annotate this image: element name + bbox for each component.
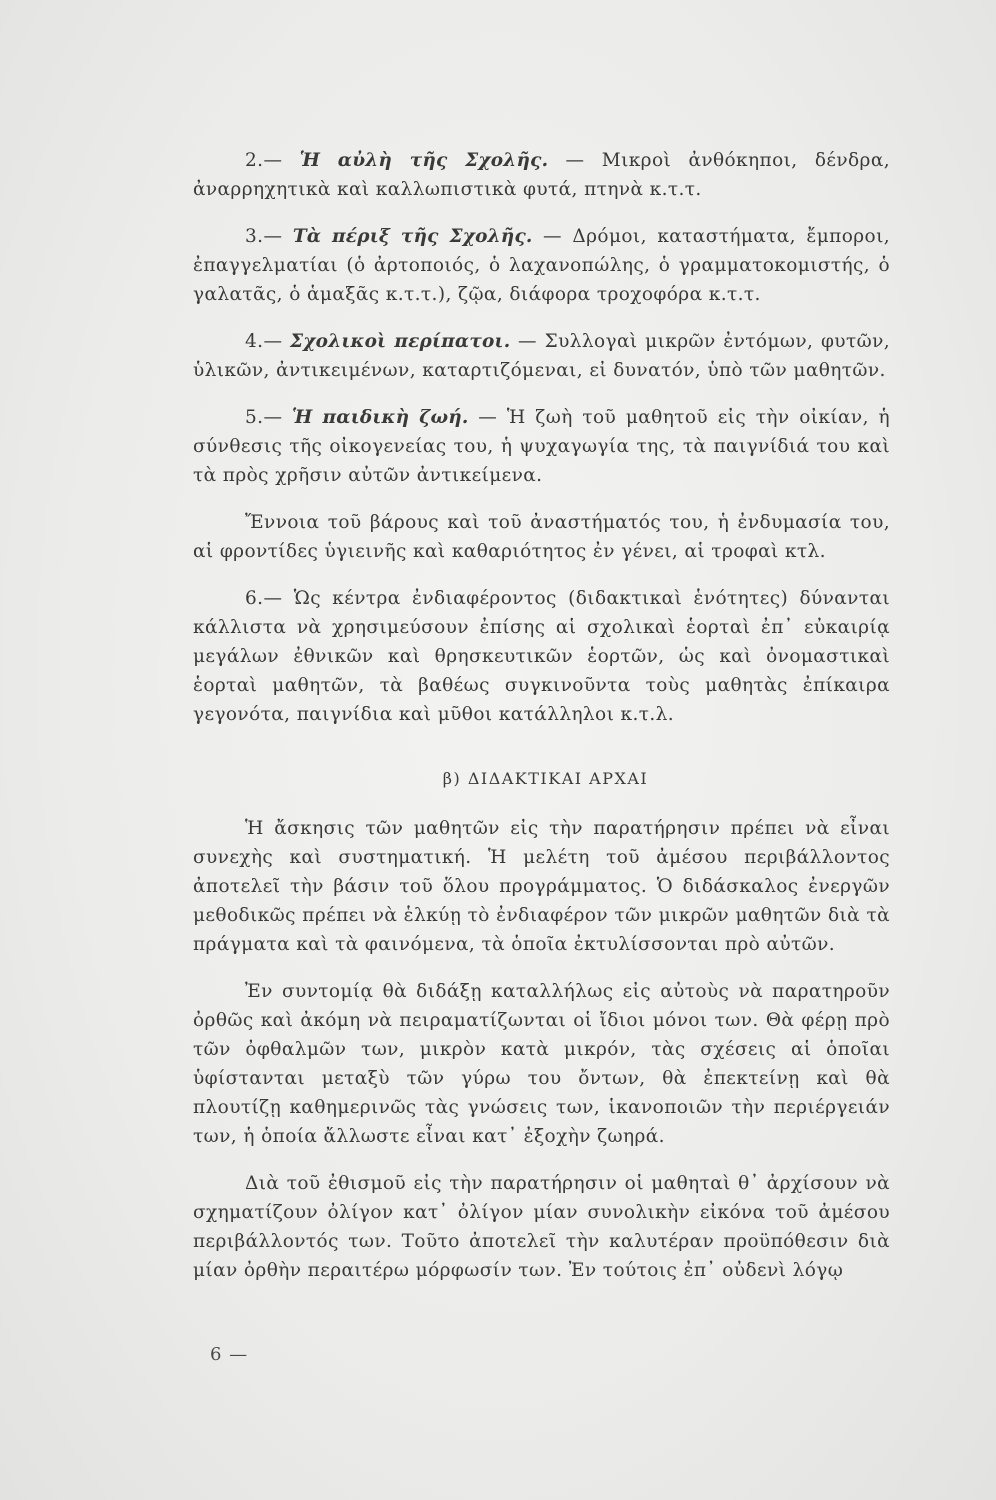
item-number: 5.— [245,407,283,428]
item-title: Ἡ παιδικὴ ζωή. [292,407,469,428]
item-number: 3.— [245,226,283,247]
paragraph-observation: Ἡ ἄσκησις τῶν μαθητῶν εἰς τὴν παρατήρησιν πρέπει νὰ εἶναι συνεχὴς καὶ συστηματική. Ἡ μελέτη τοῦ ἀμέσου περιβάλλοντος ἀποτελεῖ τὴν βάσιν τοῦ ὅλου προγράμματος. Ὁ διδάσκαλος ἐνεργῶν μεθοδικῶς πρέπει νὰ ἑλκύῃ τὸ ἐνδιαφέρον τῶν μικρῶν μαθητῶν διὰ τὰ πράγματα καὶ τὰ φαινόμενα, τὰ ὁποῖα ἐκτυλίσσονται πρὸ αὐτῶν. [193,818,890,955]
item-number: 2.— [245,150,283,171]
paragraph-school-yard [193,146,890,204]
page-number: 6 — [210,1344,249,1365]
item-body: — Δρόμοι, καταστήματα, ἔμποροι, ἐπαγγελματίαι (ὁ ἀρτοποιός, ὁ λαχανοπώλης, ὁ γραμματοκομιστής, ὁ γαλατᾶς, ὁ ἁμαξᾶς κ.τ.τ.), ζῷα, διάφορα τροχοφόρα κ.τ.τ. [193,226,891,305]
paragraph-experiment: Ἐν συντομίᾳ θὰ διδάξῃ καταλλήλως εἰς αὐτοὺς νὰ παρατηροῦν ὀρθῶς καὶ ἀκόμη νὰ πειραματίζωνται οἱ ἴδιοι μόνοι των. Θὰ φέρῃ πρὸ τῶν ὀφθαλμῶν των, μικρὸν κατὰ μικρόν, τὰς σχέσεις αἱ ὁποῖαι ὑφίστανται μεταξὺ τῶν γύρω του ὄντων, θὰ ἐπεκτείνῃ καὶ θὰ πλουτίζῃ καθημερινῶς τὰς γνώσεις των, ἱκανοποιῶν τὴν περιέργειάν των, ἡ ὁποία ἄλλωστε εἶναι κατ᾽ ἐξοχὴν ζωηρά. [193,981,890,1147]
item-body: — Συλλογαὶ μικρῶν ἐντόμων, φυτῶν, ὑλικῶν, ἀντικειμένων, καταρτιζόμεναι, εἰ δυνατόν, ὑπὸ τῶν μαθητῶν. [193,331,890,381]
item-title: Τὰ πέριξ τῆς Σχολῆς. [292,226,533,247]
paragraph-ennoia: Ἔννοια τοῦ βάρους καὶ τοῦ ἀναστήματός του, ἡ ἐνδυμασία του, αἱ φροντίδες ὑγιεινῆς καὶ καθαριότητος ἐν γένει, αἱ τροφαὶ κτλ. [193,512,890,562]
item-number: 4.— [245,331,283,352]
item-number: 6.— [245,588,283,609]
item-body: Ὡς κέντρα ἐνδιαφέροντος (διδακτικαὶ ἑνότητες) δύνανται κάλλιστα νὰ χρησιμεύσουν ἐπίσης αἱ σχολικαὶ ἑορταὶ ἐπ᾽ εὐκαιρίᾳ μεγάλων ἐθνικῶν καὶ θρησκευτικῶν ἑορτῶν, ὡς καὶ ὀνομαστικαὶ ἑορταὶ μαθητῶν, τὰ βαθέως συγκινοῦντα τοὺς μαθητὰς ἐπίκαιρα γεγονότα, παιγνίδια καὶ μῦθοι κατάλληλοι κ.τ.λ. [193,588,891,725]
text-column [193,146,890,1285]
paragraph-school-surroundings [193,222,890,309]
paragraph-habituation: Διὰ τοῦ ἐθισμοῦ εἰς τὴν παρατήρησιν οἱ μαθηταὶ θ᾽ ἀρχίσουν νὰ σχηματίζουν ὀλίγον κατ᾽ ὀλίγον μίαν συνολικὴν εἰκόνα τοῦ ἀμέσου περιβάλλοντός των. Τοῦτο ἀποτελεῖ τὴν καλυτέραν προϋπόθεσιν διὰ μίαν ὀρθὴν περαιτέρω μόρφωσίν των. Ἐν τούτοις ἐπ᾽ οὐδενὶ λόγῳ [193,1173,890,1281]
item-title: Ἡ αὐλὴ τῆς Σχολῆς. [299,150,549,171]
item-body: — Ἡ ζωὴ τοῦ μαθητοῦ εἰς τὴν οἰκίαν, ἡ σύνθεσις τῆς οἰκογενείας του, ἡ ψυχαγωγία της, τὰ παιγνίδιά του καὶ τὰ πρὸς χρῆσιν αὐτῶν ἀντικείμενα. [193,407,891,486]
item-title: Σχολικοὶ περίπατοι. [290,331,511,352]
paragraph-school-walks [193,327,890,385]
paragraph-centers-of-interest [193,584,890,729]
paragraph-child-life [193,403,890,490]
item-body: — Μικροὶ ἀνθόκηποι, δένδρα, ἀναρρηχητικὰ καὶ καλλωπιστικὰ φυτά, πτηνὰ κ.τ.τ. [193,150,890,200]
section-heading: β) ΔΙΔΑΚΤΙΚΑΙ ΑΡΧΑΙ [442,769,649,788]
